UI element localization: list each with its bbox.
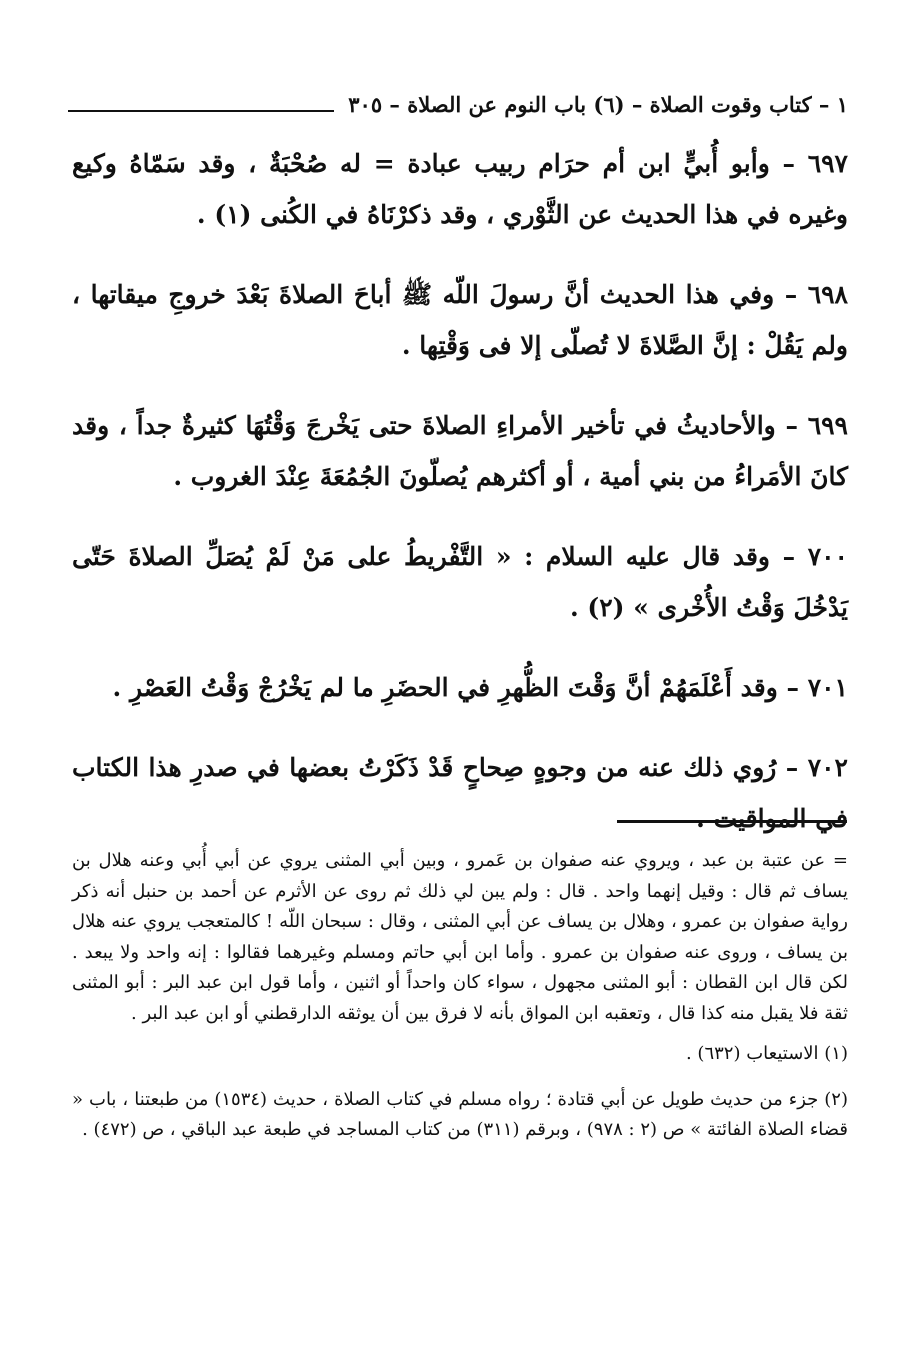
paragraph-698: ٦٩٨ – وفي هذا الحديث أنَّ رسولَ اللّه ﷺ أباحَ الصلاةَ بَعْدَ خروجِ ميقاتها ، ولم يَقُلْ : إنَّ الصَّلاةَ لا تُصلّى إلا فى وَقْتِها . <box>72 280 848 360</box>
paragraph-700: ٧٠٠ – وقد قال عليه السلام : « التَّفْريطُ على مَنْ لَمْ يُصَلِّ الصلاةَ حَتّى يَدْخُلَ وَقْتُ الأُخْرى » (٢) . <box>72 542 848 622</box>
paragraph-697: ٦٩٧ – وأبو أُبيٍّ ابن أم حرَام ربيب عبادة = له صُحْبَةٌ ، وقد سَمّاهُ وكيع وغيره في هذا الحديث عن الثَّوْري ، وقد ذكرْنَاهُ في الكُنى (١) . <box>72 149 848 229</box>
footnote-1: (١) الاستيعاب (٦٣٢) . <box>685 1043 848 1064</box>
paragraph-702: ٧٠٢ – رُوي ذلك عنه من وجوهٍ صِحاحٍ قَدْ ذَكَرْتُ بعضها في صدرِ هذا الكتاب في المواقيت . <box>72 753 848 833</box>
header-rule <box>68 110 334 112</box>
paragraph-699: ٦٩٩ – والأحاديثُ في تأخير الأمراءِ الصلاةَ حتى يَخْرجَ وَقْتُهَا كثيرةٌ جداً ، وقد كانَ الأمَراءُ من بني أمية ، أو أكثرهم يُصلّونَ الجُمُعَةَ عِنْدَ الغروب . <box>72 411 848 491</box>
header-title: ١ – كتاب وقوت الصلاة – (٦) باب النوم عن الصلاة – ٣٠٥ <box>348 91 848 117</box>
main-text <box>72 138 848 873</box>
paragraph-701: ٧٠١ – وقد أَعْلَمَهُمْ أنَّ وَقْتَ الظُّهرِ في الحضَرِ ما لم يَخْرُجْ وَقْتُ العَصْرِ . <box>112 673 848 702</box>
footnote-separator <box>617 820 847 823</box>
footnote-2: (٢) جزء من حديث طويل عن أبي قتادة ؛ رواه مسلم في كتاب الصلاة ، حديث (١٥٣٤) من طبعتنا ، باب « قضاء الصلاة الفائتة » ص (٢ : ٩٧٨) ، وبرقم (٣١١) من كتاب المساجد في طبعة عبد الباقي ، ص (٤٧٢) . <box>72 1088 848 1140</box>
footnote-continuation: = عن عتبة بن عبد ، ويروي عنه صفوان بن عَمرو ، وبين أبي المثنى يروي عن أبي أُبي وعنه هلال بن يساف ثم قال : وقيل إنهما واحد . قال : ولم يبن لي ذلك ثم روى عن الأثرم عن أحمد بن حنبل أنه ذكر رواية صفوان بن عمرو ، وهلال بن يساف عن أبي المثنى ، وقال : سبحان اللّه ! كالمتعجب يروي عنه هلال بن يساف ، وروى عنه صفوان بن عمرو . وأما ابن أبي حاتم ومسلم وغيرهما فقالوا : إنه واحد ولا يبعد . لكن قال ابن القطان : أبو المثنى مجهول ، سواء كان واحداً أو اثنين ، وأما قول ابن عبد البر : أبو المثنى ثقة فلا يقبل منه كذا قال ، وتعقبه ابن المواق بأنه لا فرق بين أن يوثقه الدارقطني أو ابن عبد البر . <box>72 850 848 1024</box>
running-header <box>68 86 848 122</box>
footnotes <box>72 846 848 1146</box>
